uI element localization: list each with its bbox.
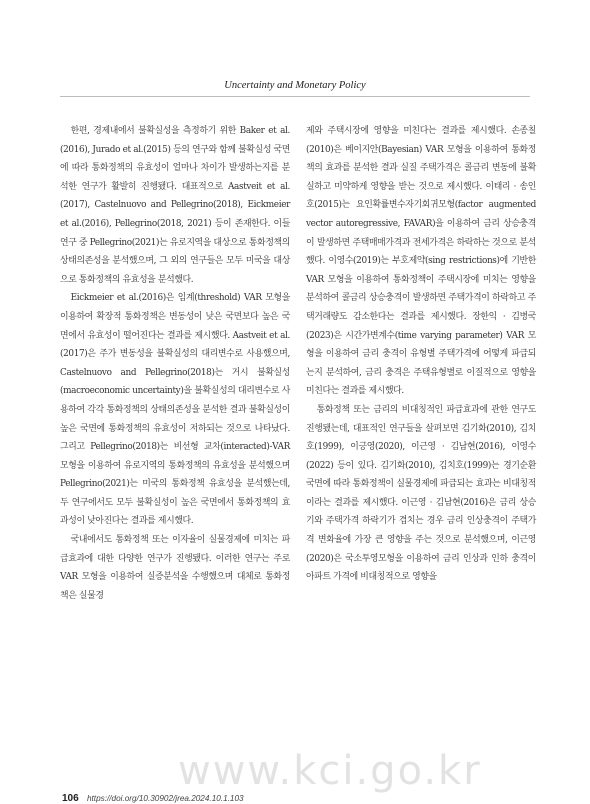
running-header: Uncertainty and Monetary Policy: [224, 80, 366, 91]
left-column: [60, 122, 290, 605]
left-paragraph-3: 국내에서도 통화정책 또는 이자율이 실물경제에 미치는 파급효과에 대한 다양한 연구가 진행됐다. 이러한 연구는 주로 VAR 모형을 이용하여 실증분석을 수행했으며 대체로 통화정책은 실물경: [60, 535, 290, 601]
page-footer: [62, 793, 522, 804]
left-paragraph-1: 한편, 경제내에서 불확실성을 측정하기 위한 Baker et al.(2016), Jurado et al.(2015) 등의 연구와 함께 불확실성 국면에 따라 통화정책의 유효성이 얼마나 차이가 발생하는지를 분석한 연구가 활발히 진행됐다. 대표적으로 Aastveit et al.(2017), Castelnuovo and Pellegrino(2018), Eickmeier et al.(2016), Pellegrino(2018, 2021) 등이 존재한다. 이들 연구 중 Pellegrino(2021)는 유로지역을 대상으로 통화정책의 상태의존성을 분석했으며, 그 외의 연구들은 모두 미국을 대상으로 통화정책의 유효성을 분석했다.: [60, 126, 290, 285]
right-paragraph-2: 통화정책 또는 금리의 비대칭적인 파급효과에 관한 연구도 진행됐는데, 대표적인 연구들을 살펴보면 김기화(2010), 김치호(1999), 이긍영(2020), 이근영 · 김남현(2016), 이영수(2022) 등이 있다. 김기화(2010), 김치호(1999)는 경기순환 국면에 따라 통화정책이 실물경제에 파급되는 효과는 비대칭적이라는 결과를 제시했다. 이근영 · 김남현(2016)은 금리 상승기와 주택가격 하락기가 겹치는 경우 금리 인상충격이 주택가격 변화율에 가장 큰 영향을 주는 것으로 분석했으며, 이근영(2020)은 국소투영모형을 이용하여 금리 인상과 인하 충격이 아파트 가격에 비대칭적으로 영향을: [306, 404, 536, 583]
right-paragraph-1: 제와 주택시장에 영향을 미친다는 결과를 제시했다. 손종칠(2010)은 베이지안(Bayesian) VAR 모형을 이용하여 통화정책의 효과를 분석한 결과 실질 주택가격은 콜금리 변동에 불확실하고 미약하게 영향을 받는 것으로 제시했다. 이태리 · 송인호(2015)는 요인확률변수자기회귀모형(factor augmented vector autoregressive, FAVAR)을 이용하여 금리 상승충격이 발생하면 주택매매가격과 전세가격은 하락하는 것으로 분석했다. 이영수(2019)는 부호제약(sing restrictions)에 기반한 VAR 모형을 이용하여 통화정책이 주택시장에 미치는 영향을 분석하여 콜금리 상승충격이 발생하면 주택가격이 하락하고 주택거래량도 감소한다는 결과를 제시했다. 장한익 · 김병국(2023)은 시간가변계수(time varying parameter) VAR 모형을 이용하여 금리 충격이 유형별 주택가격에 어떻게 파급되는지 분석하여, 금리 충격은 주택유형별로 이질적으로 영향을 미친다는 결과를 제시했다.: [306, 126, 536, 397]
watermark: www.kci.go.kr: [178, 748, 482, 794]
header-rule: [60, 96, 530, 97]
right-column: [306, 122, 536, 587]
doi-link[interactable]: https://doi.org/10.30902/jrea.2024.10.1.103: [86, 794, 244, 803]
page-number: 106: [62, 793, 79, 804]
left-paragraph-2: Eickmeier et al.(2016)은 임계(threshold) VAR 모형을 이용하여 확장적 통화정책은 변동성이 낮은 국면보다 높은 국면에서 유효성이 떨어진다는 결과를 제시했다. Aastveit et al.(2017)은 주가 변동성을 불확실성의 대리변수로 사용했으며, Castelnuovo and Pellegrino(2018)는 거시 불확실성(macroeconomic uncertainty)을 불확실성의 대리변수로 사용하여 각각 통화정책의 상태의존성을 분석한 결과 불확실성이 높은 국면에 통화정책의 유효성이 저하되는 것으로 나타났다. 그리고 Pellegrino(2018)는 비선형 교차(interacted)-VAR 모형을 이용하여 유로지역의 통화정책의 유효성을 분석했으며 Pellegrino(2021)는 미국의 통화정책 유효성을 분석했는데, 두 연구에서도 모두 불확실성이 높은 국면에서 통화정책의 효과성이 낮아진다는 결과를 제시했다.: [60, 293, 290, 527]
